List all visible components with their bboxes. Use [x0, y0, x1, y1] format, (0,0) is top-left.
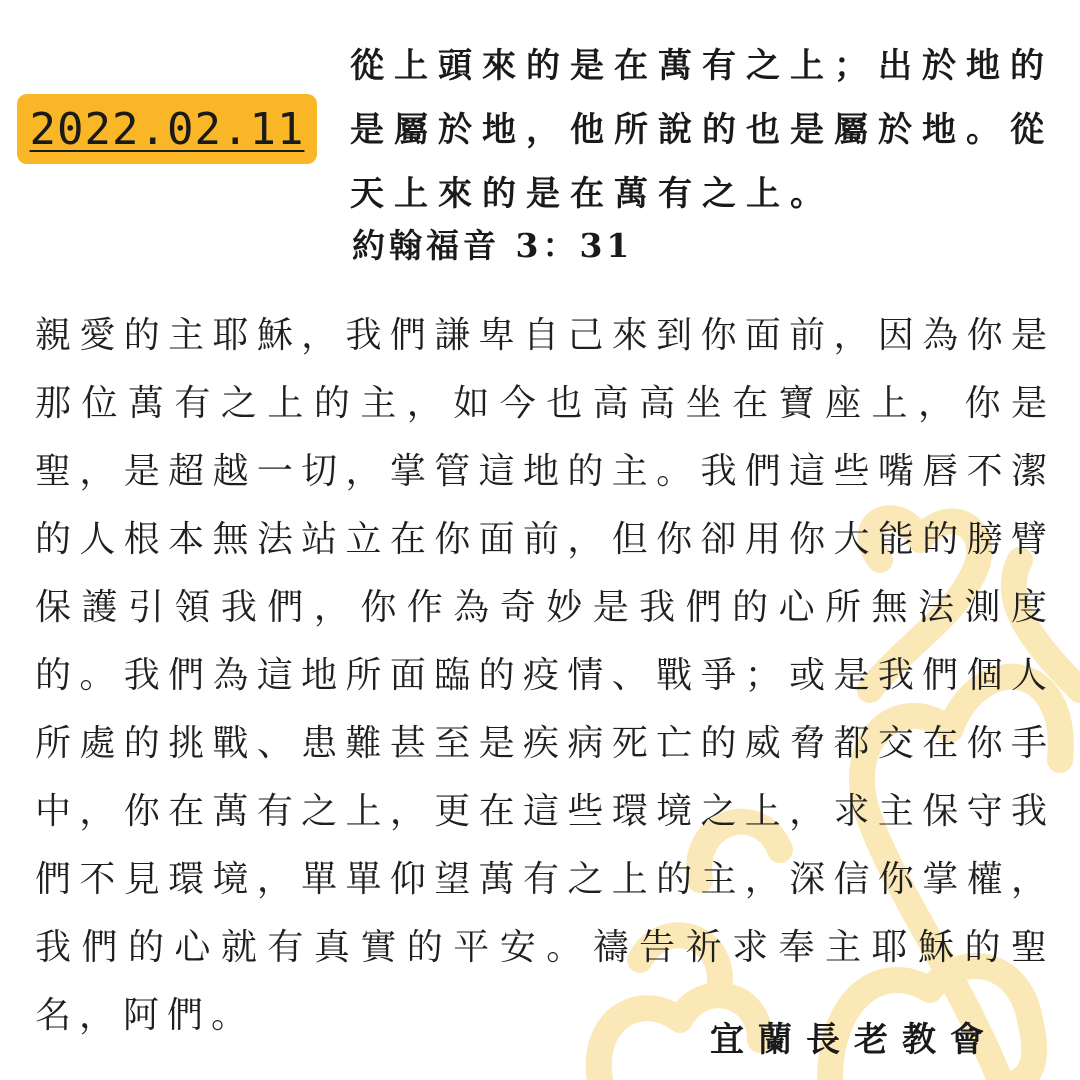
date-badge	[17, 94, 317, 164]
date-text: 2022.02.11	[29, 103, 305, 155]
prayer-text: 親愛的主耶穌，我們謙卑自己來到你面前，因為你是那位萬有之上的主，如今也高高坐在寶座上，你是聖，是超越一切，掌管這地的主。我們這些嘴唇不潔的人根本無法站立在你面前，但你卻用你大能的膀臂保護引領我們，你作為奇妙是我們的心所無法測度的。我們為這地所面臨的疫情、戰爭；或是我們個人所處的挑戰、患難甚至是疾病死亡的威脅都交在你手中，你在萬有之上，更在這些環境之上，求主保守我們不見環境，單單仰望萬有之上的主，深信你掌權，我們的心就有真實的平安。禱告祈求奉主耶穌的聖名，阿們。	[35, 315, 1055, 1036]
church-name: 宜蘭長老教會	[710, 1020, 998, 1060]
verse-reference: 約翰福音 3：31	[352, 226, 634, 265]
verse-text: 從上頭來的是在萬有之上；出於地的是屬於地，他所說的也是屬於地。從天上來的是在萬有之上。	[350, 46, 1054, 214]
